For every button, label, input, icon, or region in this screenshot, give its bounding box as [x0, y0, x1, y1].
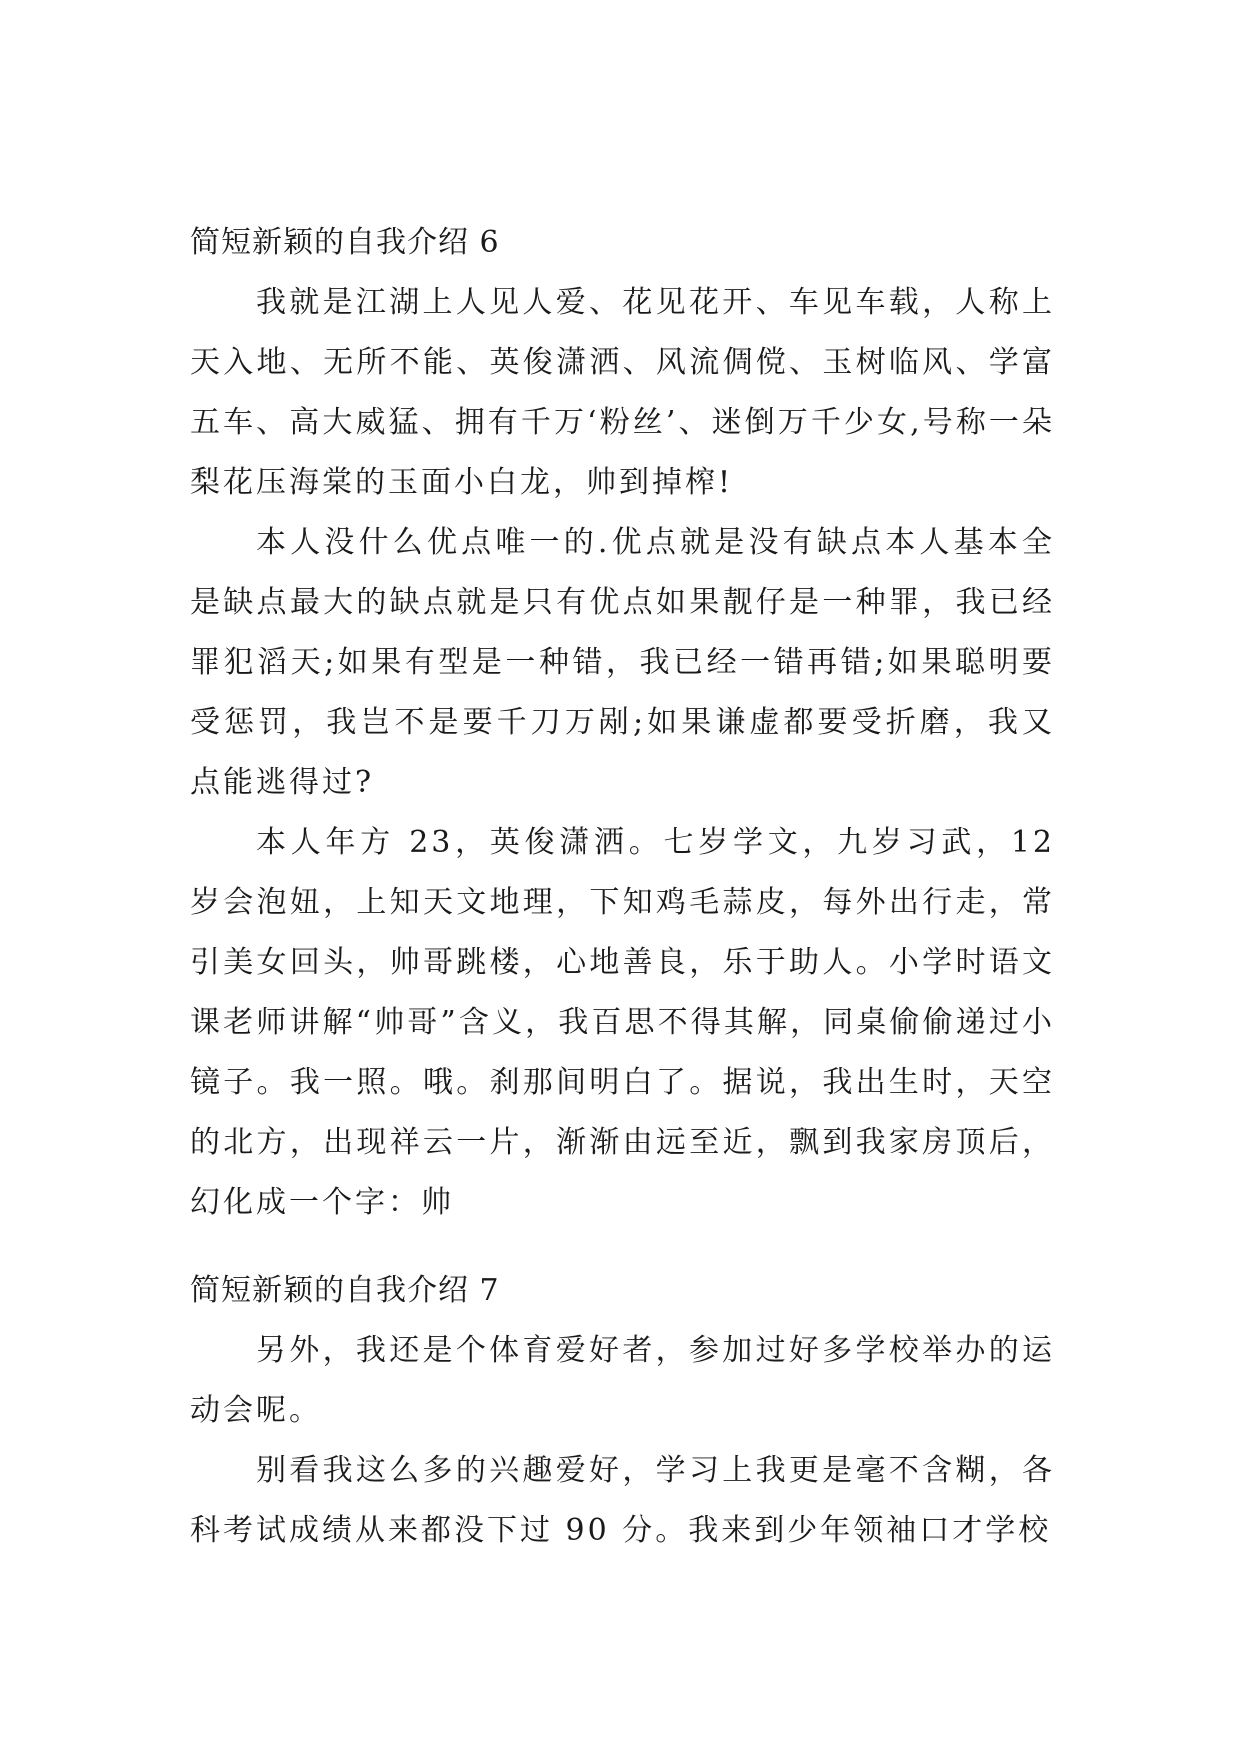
paragraph: 另外，我还是个体育爱好者，参加过好多学校举办的运动会呢。 — [190, 1333, 1055, 1428]
section-body — [190, 1321, 1055, 1561]
section-title: 简短新颖的自我介绍 7 — [190, 1273, 500, 1308]
paragraph: 本人年方 23，英俊潇洒。七岁学文，九岁习武，12 岁会泡妞，上知天文地理，下知鸡毛蒜皮，每外出行走，常引美女回头，帅哥跳楼，心地善良，乐于助人。小学时语文课老师讲解“帅哥”含义，我百思不得其解，同桌偷偷递过小镜子。我一照。哦。刹那间明白了。据说，我出生时，天空的北方，出现祥云一片，渐渐由远至近，飘到我家房顶后，幻化成一个字：帅 — [190, 825, 1055, 1220]
section-title: 简短新颖的自我介绍 6 — [190, 225, 500, 260]
section-body — [190, 273, 1055, 1233]
paragraph: 我就是江湖上人见人爱、花见花开、车见车载，人称上天入地、无所不能、英俊潇洒、风流倜傥、玉树临风、学富五车、高大威猛、拥有千万‘粉丝’、迷倒万千少女,号称一朵梨花压海棠的玉面小白龙，帅到掉榨! — [190, 285, 1055, 500]
paragraph: 别看我这么多的兴趣爱好，学习上我更是毫不含糊，各科考试成绩从来都没下过 90 分。我来到少年领袖口才学校 — [190, 1453, 1055, 1548]
paragraph: 本人没什么优点唯一的.优点就是没有缺点本人基本全是缺点最大的缺点就是只有优点如果靓仔是一种罪，我已经罪犯滔天;如果有型是一种错，我已经一错再错;如果聪明要受惩罚，我岂不是要千刀万剐;如果谦虚都要受折磨，我又点能逃得过? — [190, 525, 1055, 800]
